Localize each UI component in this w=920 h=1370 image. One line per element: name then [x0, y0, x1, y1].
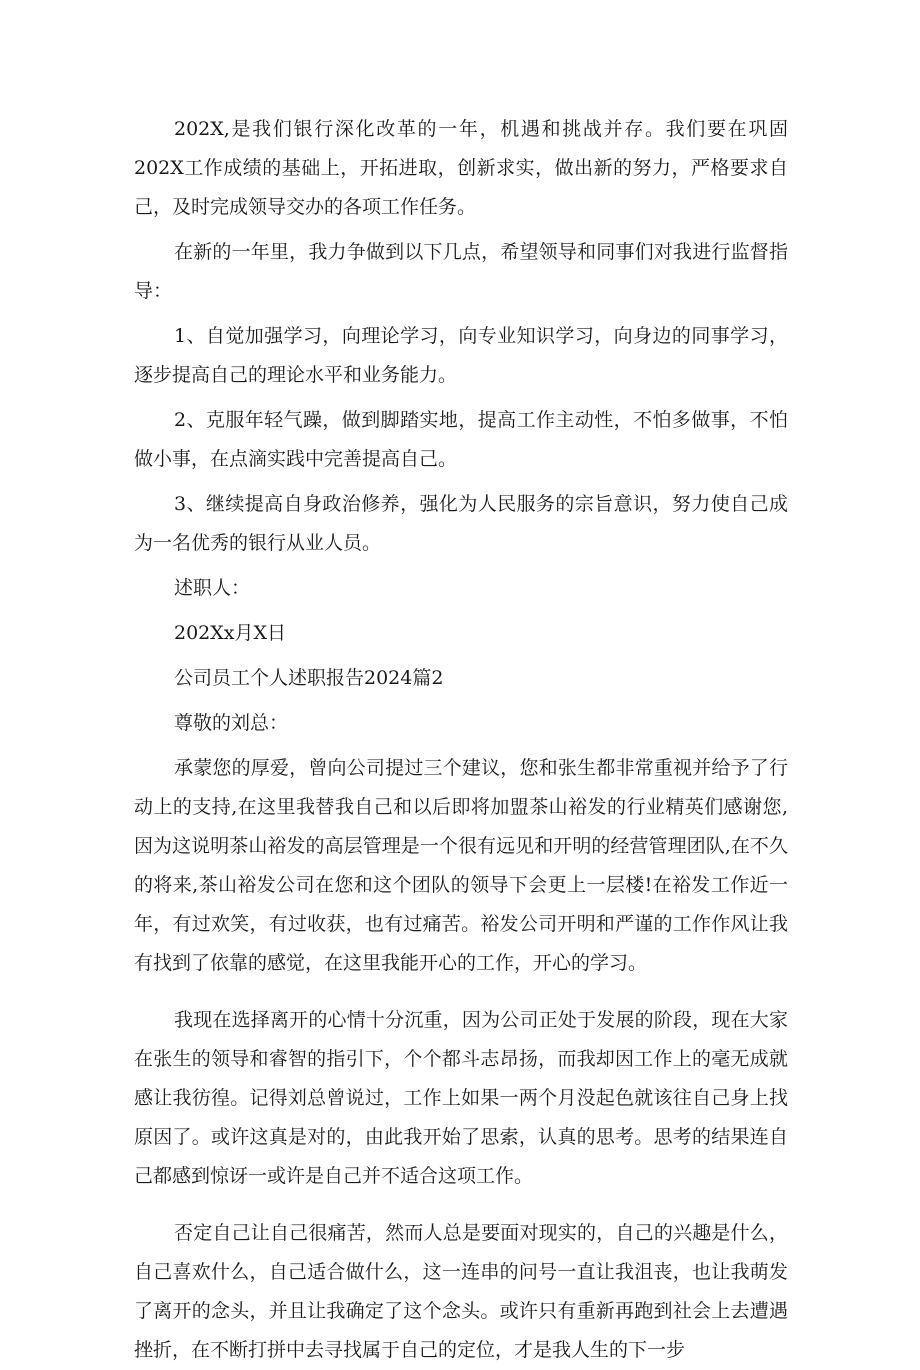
document-body — [134, 110, 788, 1370]
paragraph-self-reflection: 否定自己让自己很痛苦，然而人总是要面对现实的，自己的兴趣是什么，自己喜欢什么，自己适合做什么，这一连串的问号一直让我沮丧，也让我萌发了离开的念头，并且让我确定了这个念头。或许只有重新再跑到社会上去遭遇挫折，在不断打拼中去寻找属于自己的定位，才是我人生的下一步 — [134, 1222, 788, 1361]
paragraph-item-2: 2、克服年轻气躁，做到脚踏实地，提高工作主动性，不怕多做事，不怕做小事，在点滴实践中完善提高自己。 — [134, 409, 788, 470]
signature-date: 202Xx月X日 — [174, 622, 287, 644]
section-title: 公司员工个人述职报告2024篇2 — [174, 667, 444, 689]
paragraph-leaving: 我现在选择离开的心情十分沉重，因为公司正处于发展的阶段，现在大家在张生的领导和睿智的指引下，个个都斗志昂扬，而我却因工作上的毫无成就感让我彷徨。记得刘总曾说过，工作上如果一两个月没起色就该往自己身上找原因了。或许这真是对的，由此我开始了思索，认真的思考。思考的结果连自己都感到惊讶一或许是自己并不适合这项工作。 — [134, 1009, 788, 1187]
paragraph-item-1: 1、自觉加强学习，向理论学习，向专业知识学习，向身边的同事学习，逐步提高自己的理论水平和业务能力。 — [134, 325, 788, 386]
paragraph-plan-lead: 在新的一年里，我力争做到以下几点，希望领导和同事们对我进行监督指导： — [134, 241, 788, 302]
signature-label: 述职人： — [174, 577, 251, 599]
paragraph-thanks: 承蒙您的厚爱，曾向公司提过三个建议，您和张生都非常重视并给予了行动上的支持,在这里我替我自己和以后即将加盟茶山裕发的行业精英们感谢您,因为这说明茶山裕发的高层管理是一个很有远见和开明的经营管理团队,在不久的将来,茶山裕发公司在您和这个团队的领导下会更上一层楼!在裕发工作近一年，有过欢笑，有过收获，也有过痛苦。裕发公司开明和严谨的工作作风让我有找到了依靠的感觉，在这里我能开心的工作，开心的学习。 — [134, 757, 788, 974]
paragraph-item-3: 3、继续提高自身政治修养，强化为人民服务的宗旨意识，努力使自己成为一名优秀的银行从业人员。 — [134, 493, 788, 554]
paragraph-intro: 202X,是我们银行深化改革的一年，机遇和挑战并存。我们要在巩固202X工作成绩的基础上，开拓进取，创新求实，做出新的努力，严格要求自己，及时完成领导交办的各项工作任务。 — [134, 118, 788, 218]
salutation: 尊敬的刘总： — [174, 712, 289, 734]
